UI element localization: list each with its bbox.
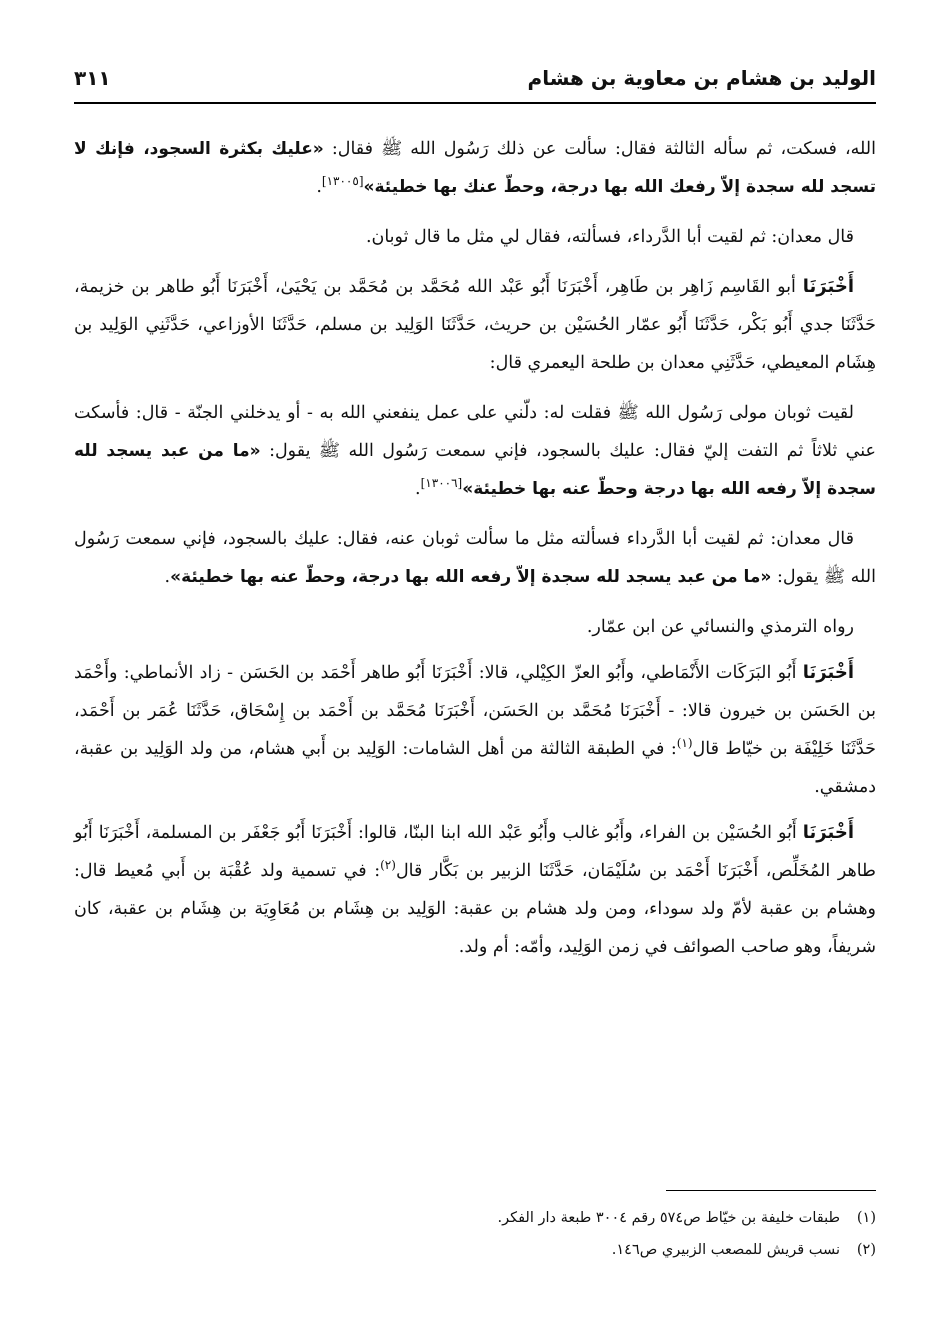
chain-text-continued: : في الطبقة الثالثة من أهل الشامات: الوَلِيد بن أَبي هشام، من ولد الوَلِيد بن عقبة، دمشقي. [74, 739, 876, 797]
paragraph-text: قال معدان: ثم لقيت أبا الدَّرداء فسألته مثل ما سألت ثوبان عنه، فقال: عليك بالسجود، فإني سمعت رَسُول الله ﷺ يقول: [74, 529, 876, 587]
paragraph-4 [74, 394, 876, 508]
main-text [74, 130, 876, 966]
chain-lead-word: أَخْبَرَنَا [802, 662, 854, 683]
running-title: الوليد بن هشام بن معاوية بن هشام [527, 66, 876, 90]
hadith-reference-number: [١٣٠٠٥] [321, 174, 364, 189]
footnote-text: نسب قريش للمصعب الزبيري ص١٤٦. [611, 1242, 840, 1258]
paragraph-1 [74, 130, 876, 206]
running-header [74, 56, 876, 100]
chain-text: أبو القَاسِم زَاهِر بن طَاهِر، أَخْبَرَنَا أَبُو عَبْد الله مُحَمَّد بن مُحَمَّد بن يَحْيَىٰ، أَخْبَرَنَا أَبُو طاهر بن خزيمة، حَدَّثَنَا جدي أَبُو بَكْر، حَدَّثَنَا أَبُو عمّار الحُسَيْن بن حريث، حَدَّثَنَا الوَلِيد بن مسلم، حَدَّثَنَا الأوزاعي، حَدَّثَنِي الوَلِيد بن هِشَام المعيطي، حَدَّثَنِي معدان بن طلحة اليعمري قال: [74, 277, 876, 373]
period: . [415, 479, 421, 499]
hadith-quote: «عليك بكثرة السجود، فإنك لا تسجد لله سجدة إلاّ رفعك الله بها درجة، وحطّ عنك بها خطيئة» [74, 139, 876, 197]
paragraph-7 [74, 654, 876, 806]
footnote-text: طبقات خليفة بن خيّاط ص٥٧٤ رقم ٣٠٠٤ طبعة دار الفكر. [497, 1210, 840, 1226]
footnote-marker[interactable]: (٢) [380, 858, 396, 873]
footnote-number: (١) [856, 1210, 876, 1226]
paragraph-5 [74, 520, 876, 596]
hadith-reference-number: [١٣٠٠٦] [420, 476, 463, 491]
paragraph-6: رواه الترمذي والنسائي عن ابن عمّار. [586, 617, 854, 637]
chain-lead-word: أَخْبَرَنَا [802, 822, 854, 843]
paragraph-text: الله، فسكت، ثم سأله الثالثة فقال: سألت عن ذلك رَسُول الله ﷺ فقال: [323, 139, 876, 159]
hadith-quote: «ما من عبد يسجد لله سجدة إلاّ رفعه الله بها درجة وحطّ عنه بها خطيئة» [74, 441, 876, 499]
page-number: ٣١١ [74, 66, 111, 90]
chain-text: أَبُو الحُسَيْن بن الفراء، وأَبُو غالب وأَبُو عَبْد الله ابنا البنّا، قالوا: أَخْبَرَنَا أَبُو جَعْفَر بن المسلمة، أَخْبَرَنَا أَبُو طاهر المُخَلِّص، أَخْبَرَنَا أَحْمَد بن سُلَيْمَان، حَدَّثَنَا الزبير بن بَكَّار قال [74, 823, 876, 881]
hadith-quote: «ما من عبد يسجد لله سجدة إلاّ رفعه الله بها درجة، وحطّ عنه بها خطيئة» [170, 567, 772, 587]
footnotes [74, 1202, 876, 1266]
period: . [316, 177, 322, 197]
chain-lead-word: أَخْبَرَنَا [802, 276, 854, 297]
footnote-marker[interactable]: (١) [676, 736, 693, 751]
footnote-2 [74, 1234, 876, 1266]
period: . [164, 567, 171, 587]
paragraph-8 [74, 814, 876, 966]
paragraph-3 [74, 268, 876, 382]
paragraph-2: قال معدان: ثم لقيت أبا الدَّرداء، فسألته، فقال لي مثل ما قال ثوبان. [365, 227, 854, 247]
footnote-1 [74, 1202, 876, 1234]
paragraph-text: لقيت ثوبان مولى رَسُول الله ﷺ فقلت له: دلّني على عمل ينفعني الله به - أو يدخلني الجنّة - قال: فأسكت عني ثلاثاً ثم التفت إليّ فقال: عليك بالسجود، فإني سمعت رَسُول الله ﷺ يقول: [74, 403, 876, 461]
header-rule [74, 102, 876, 104]
footnote-number: (٢) [856, 1242, 876, 1258]
chain-text: أَبُو البَرَكَات الأَنْمَاطي، وأَبُو العزّ الكِيْلي، قالا: أَخْبَرَنَا أَبُو طاهر أَحْمَد بن الحَسَن - زاد الأنماطي: وأَحْمَد بن الحَسَن بن خيرون قالا: - أَخْبَرَنَا مُحَمَّد بن الحَسَن، أَخْبَرَنَا مُحَمَّد بن أَحْمَد بن إِسْحَاق، حَدَّثَنَا عُمَر بن أَحْمَد، حَدَّثَنَا خَلِيْفَة بن خيّاط قال [74, 663, 876, 759]
chain-text-continued: : في تسمية ولد عُقْبَة بن أَبي مُعيط قال: وهشام بن عقبة لأمّ ولد سوداء، ومن ولد هشام بن عقبة: الوَلِيد بن هِشَام بن مُعَاوِيَة بن هِشَام بن عقبة، كان شريفاً، وهو صاحب الصوائف في زمن الوَلِيد، وأمّه: أم ولد. [74, 861, 876, 957]
footnote-separator [666, 1190, 876, 1191]
